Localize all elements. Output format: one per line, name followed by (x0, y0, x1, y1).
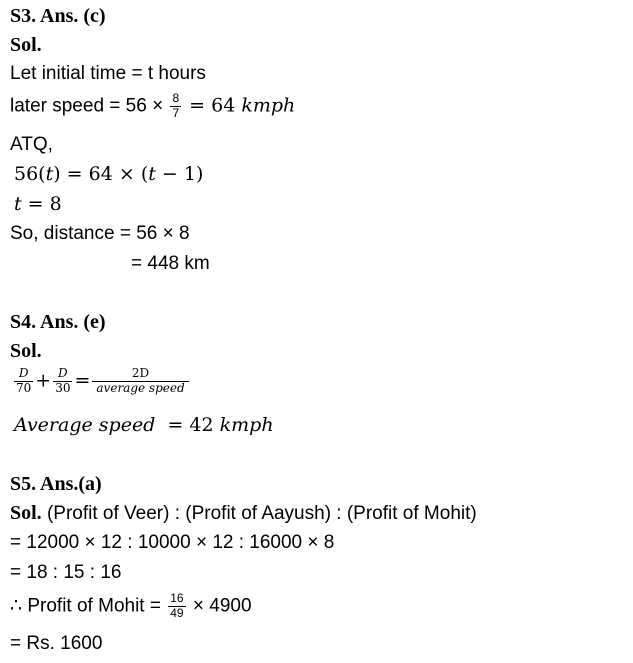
s3-eq2-t: t (14, 193, 22, 215)
s3-eq1-b: ) = 64 × ( (53, 163, 149, 185)
s5-line-5: = Rs. 1600 (10, 633, 103, 654)
s3-distance-line-1: So, distance = 56 × 8 (10, 223, 190, 244)
s5-sol-label: Sol. (10, 502, 42, 524)
s5-line4-prefix: ∴ Profit of Mohit = (10, 595, 167, 617)
s3-speed-fraction (170, 92, 181, 121)
s3-atq: ATQ, (10, 134, 53, 155)
s4-f3-den: average speed (96, 380, 185, 395)
s4-fraction-equation (12, 367, 191, 396)
s5-heading: S5. Ans.(a) (10, 473, 102, 495)
s4-result-unit: kmph (219, 414, 274, 436)
s4-equals: = (74, 369, 91, 392)
s3-eq2-rest: = 8 (21, 193, 62, 215)
s3-equation-2 (14, 195, 62, 214)
s3-later-speed-prefix: later speed = 56 × (10, 95, 169, 117)
s3-distance-line-2: = 448 km (131, 253, 210, 274)
s3-heading: S3. Ans. (c) (10, 5, 106, 27)
s4-fraction-2 (53, 367, 72, 396)
s3-speed-fraction-num: 8 (172, 91, 180, 105)
s4-fraction-3 (92, 367, 188, 396)
s4-plus: + (35, 369, 52, 392)
s3-equation-1 (14, 165, 203, 184)
s5-fraction-den: 49 (170, 605, 184, 620)
s3-eq1-t1: t (45, 163, 54, 185)
s4-f3-num: 2D (92, 367, 188, 382)
s5-ratio-line (10, 503, 477, 523)
s5-mohit-fraction (168, 592, 185, 621)
s4-sol-label: Sol. (10, 340, 42, 362)
s5-line4-suffix: × 4900 (187, 595, 252, 617)
s3-sol-label: Sol. (10, 34, 42, 56)
s5-fraction-num: 16 (170, 591, 184, 605)
s4-f1-den: 70 (16, 380, 32, 395)
s3-line-initial-time: Let initial time = t hours (10, 63, 206, 84)
s3-eq1-t2: t (148, 163, 156, 185)
s5-line-3: = 18 : 15 : 16 (10, 562, 122, 583)
s3-later-speed-unit: kmph (241, 94, 296, 117)
s4-result (14, 416, 274, 435)
s4-f2-den: 30 (55, 380, 71, 395)
s5-line-2: = 12000 × 12 : 10000 × 12 : 16000 × 8 (10, 532, 335, 553)
s3-speed-fraction-den: 7 (172, 105, 180, 120)
s3-line-later-speed (10, 92, 295, 121)
s4-result-rest: = 42 (155, 414, 220, 436)
s4-result-label: Average speed (14, 414, 156, 436)
s4-f2-num: D (53, 367, 72, 382)
s4-fraction-1 (14, 367, 33, 396)
s3-later-speed-suffix: = 64 (183, 94, 242, 117)
s4-f1-num: D (14, 367, 33, 382)
s3-eq1-a: 56( (14, 163, 46, 185)
s5-ratio-text: (Profit of Veer) : (Profit of Aayush) : (Profit of Mohit) (41, 503, 477, 524)
s4-heading: S4. Ans. (e) (10, 311, 106, 333)
s5-line-4 (10, 592, 252, 621)
s3-eq1-c: − 1) (155, 163, 204, 185)
